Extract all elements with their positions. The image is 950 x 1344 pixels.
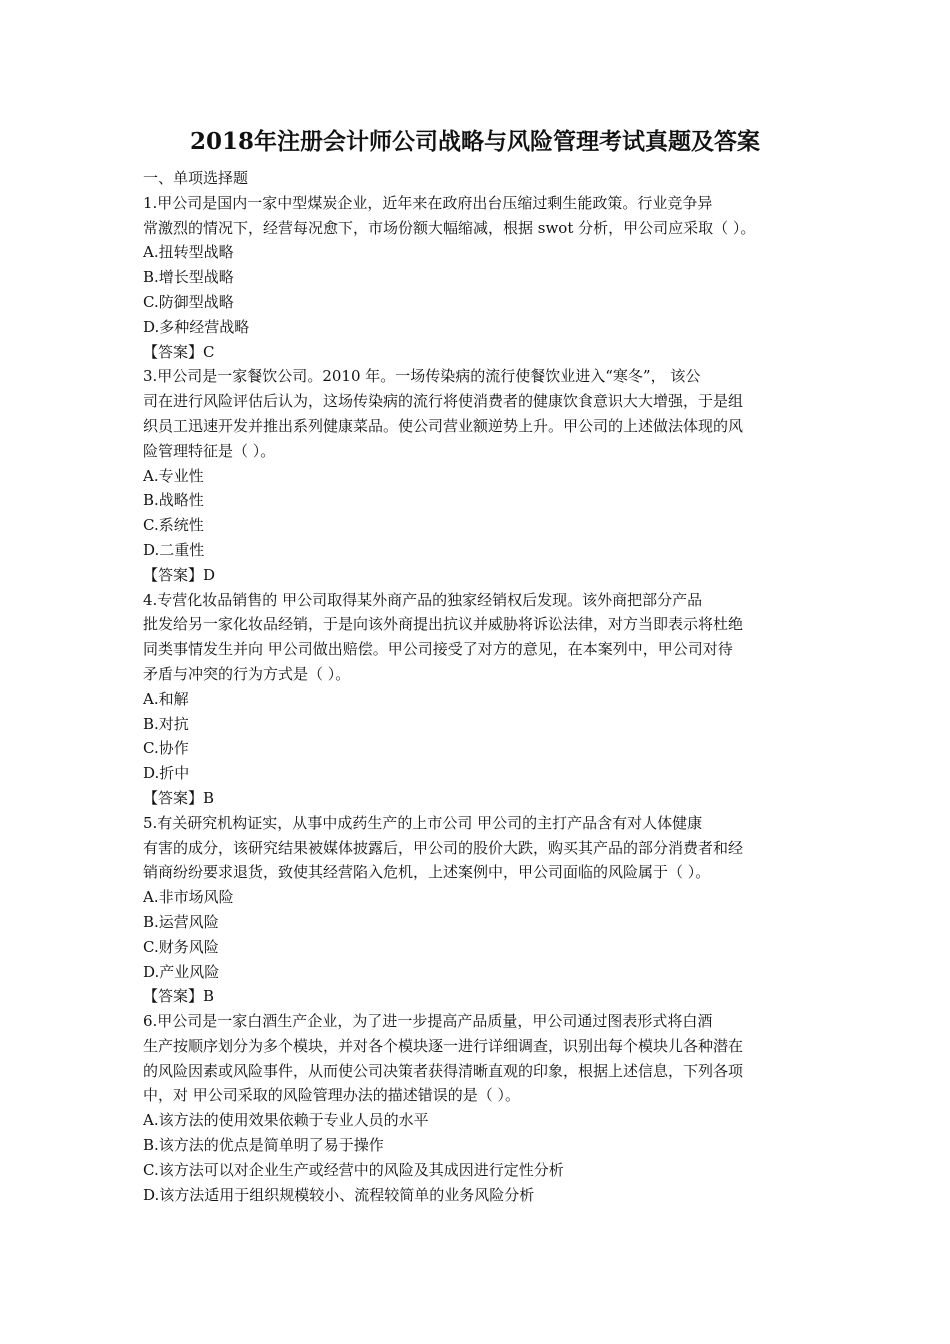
question-6-stem-line-4: 中，对 甲公司采取的风险管理办法的描述错误的是（ ）。: [143, 1086, 521, 1105]
question-3-stem-line-3: 织员工迅速开发并推出系列健康菜品。使公司营业额逆势上升。甲公司的上述做法体现的风: [143, 416, 744, 435]
question-1-option-a: A.扭转型战略: [143, 243, 234, 262]
question-1-answer: 【答案】C: [143, 342, 215, 361]
question-4-option-d: D.折中: [143, 764, 190, 783]
document-title: 2018年注册会计师公司战略与风险管理考试真题及答案: [189, 128, 760, 155]
question-1-option-b: B.增长型战略: [143, 268, 234, 287]
question-4-stem-line-1: 4.专营化妆品销售的 甲公司取得某外商产品的独家经销权后发现。该外商把部分产品: [143, 590, 703, 609]
question-1-option-d: D.多种经营战略: [143, 317, 250, 336]
question-5-option-a: A.非市场风险: [143, 888, 234, 907]
question-5-option-d: D.产业风险: [143, 962, 220, 981]
question-1-stem-line-2: 常激烈的情况下，经营每况愈下，市场份额大幅缩减，根据 swot 分析，甲公司应采取（ ）。: [143, 218, 756, 237]
question-6-stem-line-3: 的风险因素或风险事件，从而使公司决策者获得清晰直观的印象，根据上述信息，下列各项: [143, 1061, 744, 1080]
question-6-option-c: C.该方法可以对企业生产或经营中的风险及其成因进行定性分析: [143, 1160, 564, 1179]
question-5-stem-line-3: 销商纷纷要求退货，致使其经营陷入危机，上述案例中，甲公司面临的风险属于（ ）。: [143, 863, 711, 882]
question-4-option-c: C.协作: [143, 739, 189, 758]
question-6-option-a: A.该方法的使用效果依赖于专业人员的水平: [143, 1111, 429, 1130]
question-4-stem-line-3: 同类事情发生并向 甲公司做出赔偿。甲公司接受了对方的意见，在本案列中，甲公司对待: [143, 640, 733, 659]
question-3-option-b: B.战略性: [143, 491, 204, 510]
question-3-answer: 【答案】D: [143, 565, 216, 584]
question-5-answer: 【答案】B: [143, 987, 215, 1006]
question-4-stem-line-4: 矛盾与冲突的行为方式是（ ）。: [143, 664, 351, 683]
question-3-option-c: C.系统性: [143, 516, 204, 535]
question-5-stem-line-1: 5.有关研究机构证实，从事中成药生产的上市公司 甲公司的主打产品含有对人体健康: [143, 813, 703, 832]
question-1-stem-line-1: 1.甲公司是国内一家中型煤炭企业，近年来在政府出台压缩过剩生能政策。行业竞争异: [143, 193, 713, 212]
question-5-option-b: B.运营风险: [143, 912, 219, 931]
question-3-option-d: D.二重性: [143, 540, 205, 559]
question-3-stem-line-2: 司在进行风险评估后认为，这场传染病的流行将使消费者的健康饮食意识大大增强，于是组: [143, 392, 744, 411]
question-4-option-a: A.和解: [143, 689, 189, 708]
question-6-option-b: B.该方法的优点是简单明了易于操作: [143, 1136, 384, 1155]
question-1-option-c: C.防御型战略: [143, 292, 234, 311]
question-3-stem-line-4: 险管理特征是（ ）。: [143, 441, 276, 460]
question-5-stem-line-2: 有害的成分，该研究结果被媒体披露后，甲公司的股价大跌，购买其产品的部分消费者和经: [143, 838, 744, 857]
question-3-option-a: A.专业性: [143, 466, 204, 485]
question-4-stem-line-2: 批发给另一家化妆品经销，于是向该外商提出抗议并威胁将诉讼法律，对方当即表示将杜绝: [143, 615, 744, 634]
question-5-option-c: C.财务风险: [143, 937, 219, 956]
question-4-answer: 【答案】B: [143, 788, 215, 807]
question-6-stem-line-1: 6.甲公司是一家白酒生产企业，为了进一步提高产品质量，甲公司通过图表形式将白酒: [143, 1012, 713, 1031]
document-body: [143, 166, 815, 1207]
question-6-option-d: D.该方法适用于组织规模较小、流程较简单的业务风险分析: [143, 1185, 535, 1204]
question-3-stem-line-1: 3.甲公司是一家餐饮公司。2010 年。一场传染病的流行使餐饮业进入“寒冬”， 该公: [143, 367, 701, 386]
section-heading: 一、单项选择题: [143, 169, 249, 187]
question-4-option-b: B.对抗: [143, 714, 189, 733]
question-6-stem-line-2: 生产按顺序划分为多个模块，并对各个模块逐一进行详细调查，识别出每个模块儿各种潜在: [143, 1036, 744, 1055]
